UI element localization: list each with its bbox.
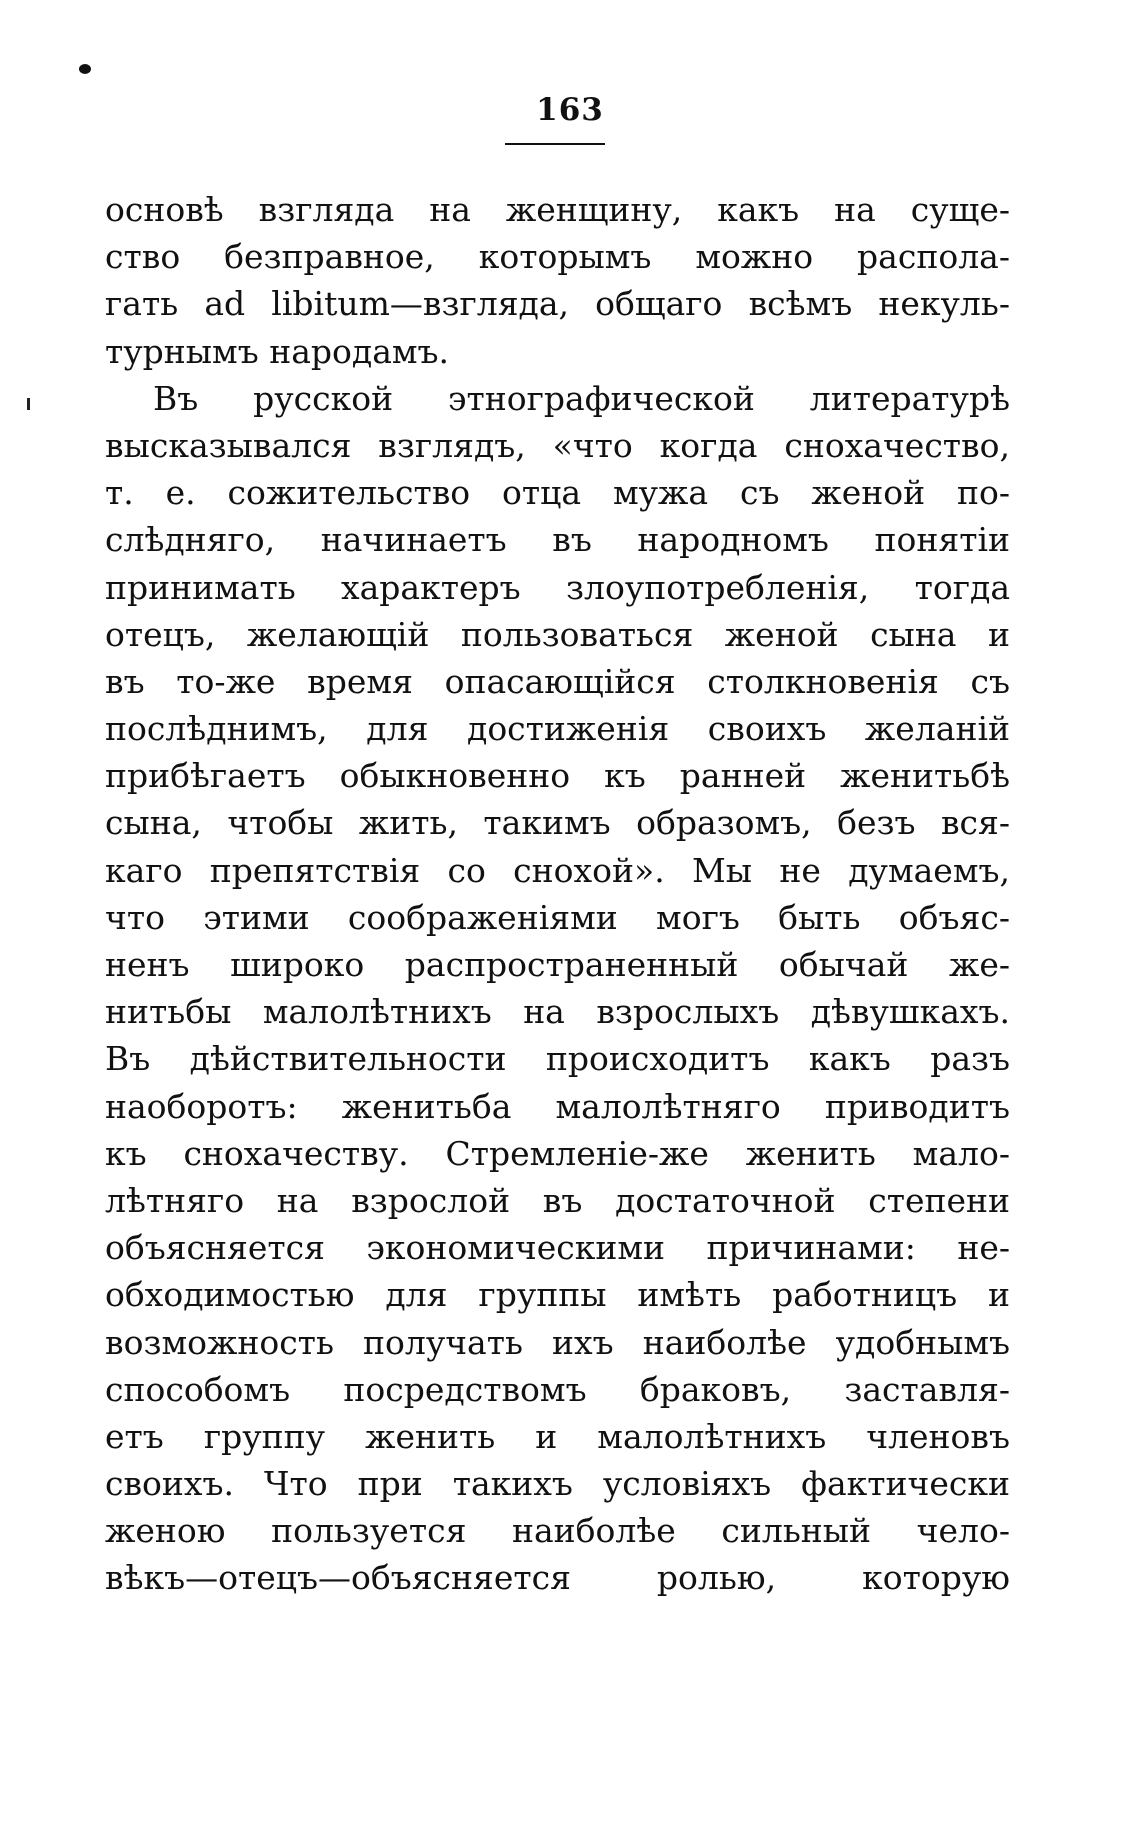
text-line: женою пользуется наиболѣе сильный чело- — [105, 1511, 1010, 1551]
page-number-rule — [505, 143, 605, 145]
text-line: къ снохачеству. Стремленіе-же женить мало- — [105, 1133, 1010, 1173]
text-line: нитьбы малолѣтнихъ на взрослыхъ дѣвушкахъ. — [105, 992, 1010, 1032]
text-line: прибѣгаетъ обыкновенно къ ранней женитьбѣ — [105, 756, 1010, 796]
text-line: сына, чтобы жить, такимъ образомъ, безъ вся- — [105, 803, 1010, 843]
text-line: принимать характеръ злоупотребленія, тогда — [105, 567, 1010, 607]
text-line: основѣ взгляда на женщину, какъ на суще- — [105, 190, 1010, 229]
text-line: Въ русской этнографической литературѣ — [153, 378, 1010, 418]
text-line: обходимостью для группы имѣть работницъ и — [105, 1275, 1010, 1315]
text-line: возможность получать ихъ наиболѣе удобнымъ — [105, 1322, 1010, 1362]
text-line: каго препятствія со снохой». Мы не думаемъ, — [105, 850, 1010, 890]
page-number: 163 — [536, 92, 604, 128]
text-line: лѣтняго на взрослой въ достаточной степени — [105, 1180, 1010, 1220]
text-line: т. е. сожительство отца мужа съ женой по- — [105, 473, 1010, 513]
text-line: высказывался взглядъ, «что когда снохачество, — [105, 425, 1010, 465]
text-line: турнымъ народамъ. — [105, 331, 450, 371]
text-line: гать ad libitum—взгляда, общаго всѣмъ некуль- — [105, 284, 1010, 324]
text-line: Въ дѣйствительности происходитъ какъ разъ — [105, 1039, 1010, 1079]
text-line: наоборотъ: женитьба малолѣтняго приводитъ — [105, 1086, 1010, 1126]
text-line: слѣдняго, начинаетъ въ народномъ понятіи — [105, 520, 1010, 560]
text-line: своихъ. Что при такихъ условіяхъ фактически — [105, 1464, 1010, 1504]
text-line: вѣкъ—отецъ—объясняется ролью, которую — [105, 1558, 1010, 1598]
ink-speck — [79, 64, 91, 74]
margin-mark — [27, 398, 30, 410]
body-text — [105, 186, 1010, 1602]
text-line: етъ группу женить и малолѣтнихъ членовъ — [105, 1416, 1010, 1456]
text-line: ство безправное, которымъ можно распола- — [105, 237, 1010, 277]
text-line: послѣднимъ, для достиженія своихъ желаній — [105, 709, 1010, 749]
text-line: объясняется экономическими причинами: не- — [105, 1228, 1010, 1268]
text-line: способомъ посредствомъ браковъ, заставля- — [105, 1369, 1010, 1409]
text-line: въ то-же время опасающійся столкновенія съ — [105, 661, 1010, 701]
text-line: ненъ широко распространенный обычай же- — [105, 945, 1010, 984]
text-line: отецъ, желающій пользоваться женой сына и — [105, 614, 1010, 654]
text-line: что этими соображеніями могъ быть объяс- — [105, 897, 1010, 937]
